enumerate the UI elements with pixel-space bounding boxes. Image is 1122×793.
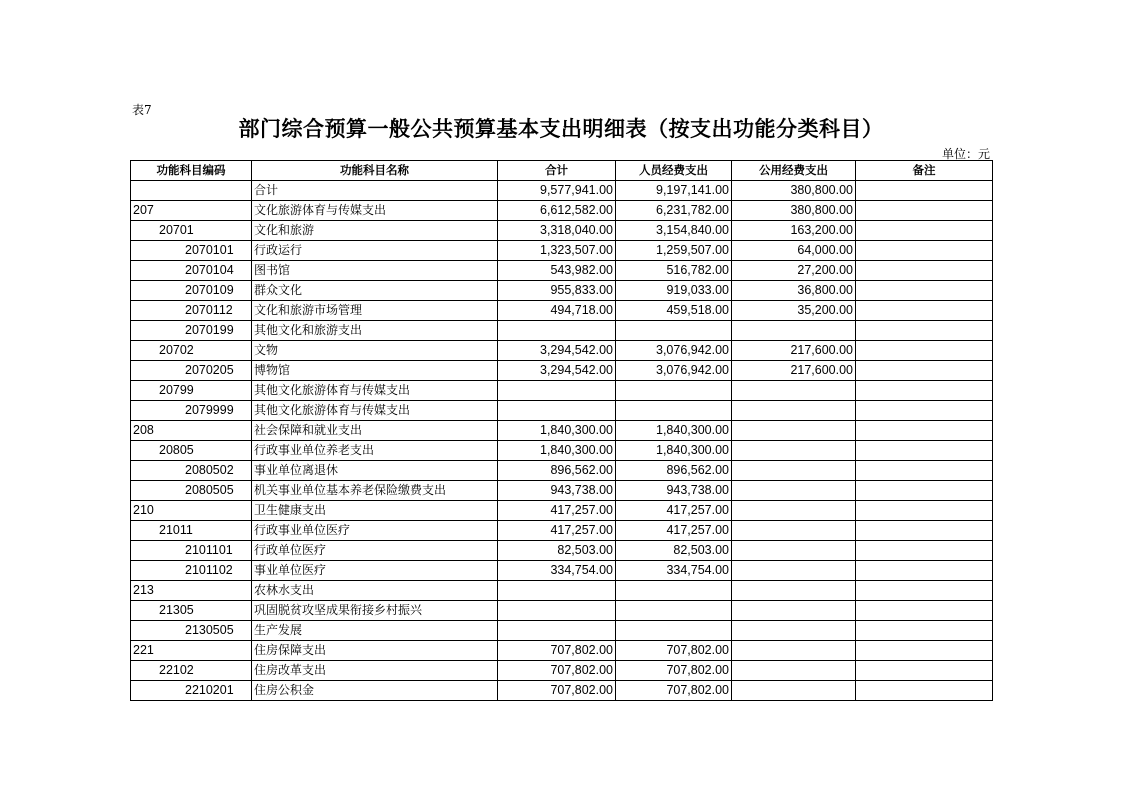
personnel-expense-cell: 417,257.00: [616, 521, 732, 541]
column-header: 备注: [856, 161, 993, 181]
table-header-row: [131, 161, 993, 181]
function-code-cell: 2079999: [131, 401, 252, 421]
table-row: [131, 381, 993, 401]
function-name-cell: 行政运行: [252, 241, 498, 261]
function-code-cell: 2080505: [131, 481, 252, 501]
function-code-cell: 2070104: [131, 261, 252, 281]
note-cell: [856, 441, 993, 461]
note-cell: [856, 201, 993, 221]
function-code-cell: 2130505: [131, 621, 252, 641]
personnel-expense-cell: [616, 581, 732, 601]
note-cell: [856, 661, 993, 681]
table-row: [131, 561, 993, 581]
function-name-cell: 住房改革支出: [252, 661, 498, 681]
public-expense-cell: [732, 681, 856, 701]
personnel-expense-cell: 417,257.00: [616, 501, 732, 521]
public-expense-cell: [732, 641, 856, 661]
budget-table: [130, 160, 993, 701]
total-cell: 334,754.00: [498, 561, 616, 581]
personnel-expense-cell: 334,754.00: [616, 561, 732, 581]
personnel-expense-cell: 1,840,300.00: [616, 441, 732, 461]
note-cell: [856, 261, 993, 281]
public-expense-cell: [732, 541, 856, 561]
function-name-cell: 机关事业单位基本养老保险缴费支出: [252, 481, 498, 501]
function-name-cell: 事业单位医疗: [252, 561, 498, 581]
note-cell: [856, 341, 993, 361]
personnel-expense-cell: [616, 321, 732, 341]
table-row: [131, 481, 993, 501]
note-cell: [856, 581, 993, 601]
function-code-cell: 22102: [131, 661, 252, 681]
note-cell: [856, 501, 993, 521]
note-cell: [856, 401, 993, 421]
table-row: [131, 521, 993, 541]
table-row: [131, 601, 993, 621]
note-cell: [856, 601, 993, 621]
function-code-cell: 20701: [131, 221, 252, 241]
personnel-expense-cell: 516,782.00: [616, 261, 732, 281]
note-cell: [856, 461, 993, 481]
total-cell: [498, 621, 616, 641]
function-name-cell: 卫生健康支出: [252, 501, 498, 521]
function-code-cell: 2070109: [131, 281, 252, 301]
function-code-cell: 21305: [131, 601, 252, 621]
page-title: 部门综合预算一般公共预算基本支出明细表（按支出功能分类科目）: [238, 116, 884, 141]
public-expense-cell: 380,800.00: [732, 201, 856, 221]
column-header: 合计: [498, 161, 616, 181]
table-row: [131, 541, 993, 561]
note-cell: [856, 381, 993, 401]
total-cell: 707,802.00: [498, 661, 616, 681]
function-name-cell: 文化旅游体育与传媒支出: [252, 201, 498, 221]
note-cell: [856, 301, 993, 321]
public-expense-cell: [732, 421, 856, 441]
function-name-cell: 合计: [252, 181, 498, 201]
note-cell: [856, 421, 993, 441]
function-code-cell: 213: [131, 581, 252, 601]
public-expense-cell: [732, 501, 856, 521]
note-cell: [856, 561, 993, 581]
function-name-cell: 其他文化旅游体育与传媒支出: [252, 401, 498, 421]
public-expense-cell: [732, 521, 856, 541]
public-expense-cell: 35,200.00: [732, 301, 856, 321]
function-code-cell: 210: [131, 501, 252, 521]
personnel-expense-cell: [616, 381, 732, 401]
personnel-expense-cell: 3,154,840.00: [616, 221, 732, 241]
personnel-expense-cell: 896,562.00: [616, 461, 732, 481]
total-cell: 9,577,941.00: [498, 181, 616, 201]
table-row: [131, 241, 993, 261]
personnel-expense-cell: 459,518.00: [616, 301, 732, 321]
total-cell: 494,718.00: [498, 301, 616, 321]
function-name-cell: 社会保障和就业支出: [252, 421, 498, 441]
note-cell: [856, 521, 993, 541]
public-expense-cell: [732, 561, 856, 581]
table-row: [131, 441, 993, 461]
total-cell: [498, 381, 616, 401]
table-row: [131, 261, 993, 281]
public-expense-cell: 217,600.00: [732, 361, 856, 381]
public-expense-cell: [732, 661, 856, 681]
total-cell: [498, 321, 616, 341]
column-header: 公用经费支出: [732, 161, 856, 181]
function-code-cell: 2101101: [131, 541, 252, 561]
note-cell: [856, 641, 993, 661]
total-cell: 1,840,300.00: [498, 441, 616, 461]
personnel-expense-cell: [616, 401, 732, 421]
total-cell: 943,738.00: [498, 481, 616, 501]
personnel-expense-cell: [616, 621, 732, 641]
function-code-cell: 20702: [131, 341, 252, 361]
personnel-expense-cell: 1,259,507.00: [616, 241, 732, 261]
note-cell: [856, 481, 993, 501]
function-code-cell: 2070101: [131, 241, 252, 261]
personnel-expense-cell: 1,840,300.00: [616, 421, 732, 441]
total-cell: 707,802.00: [498, 681, 616, 701]
public-expense-cell: [732, 401, 856, 421]
function-name-cell: 文化和旅游: [252, 221, 498, 241]
table-row: [131, 581, 993, 601]
column-header: 功能科目编码: [131, 161, 252, 181]
personnel-expense-cell: 3,076,942.00: [616, 341, 732, 361]
personnel-expense-cell: 707,802.00: [616, 641, 732, 661]
note-cell: [856, 281, 993, 301]
function-code-cell: 2070205: [131, 361, 252, 381]
table-row: [131, 421, 993, 441]
public-expense-cell: 64,000.00: [732, 241, 856, 261]
public-expense-cell: [732, 321, 856, 341]
function-name-cell: 其他文化旅游体育与传媒支出: [252, 381, 498, 401]
note-cell: [856, 241, 993, 261]
total-cell: 707,802.00: [498, 641, 616, 661]
personnel-expense-cell: 707,802.00: [616, 681, 732, 701]
function-code-cell: [131, 181, 252, 201]
function-name-cell: 农林水支出: [252, 581, 498, 601]
note-cell: [856, 181, 993, 201]
note-cell: [856, 321, 993, 341]
table-row: [131, 221, 993, 241]
public-expense-cell: 27,200.00: [732, 261, 856, 281]
function-name-cell: 其他文化和旅游支出: [252, 321, 498, 341]
function-name-cell: 住房公积金: [252, 681, 498, 701]
note-cell: [856, 541, 993, 561]
personnel-expense-cell: 707,802.00: [616, 661, 732, 681]
function-code-cell: 20805: [131, 441, 252, 461]
table-row: [131, 661, 993, 681]
total-cell: 896,562.00: [498, 461, 616, 481]
public-expense-cell: 217,600.00: [732, 341, 856, 361]
table-row: [131, 401, 993, 421]
public-expense-cell: 163,200.00: [732, 221, 856, 241]
public-expense-cell: [732, 601, 856, 621]
public-expense-cell: 380,800.00: [732, 181, 856, 201]
total-cell: 3,318,040.00: [498, 221, 616, 241]
personnel-expense-cell: 943,738.00: [616, 481, 732, 501]
total-cell: 955,833.00: [498, 281, 616, 301]
total-cell: [498, 601, 616, 621]
table-row: [131, 361, 993, 381]
function-name-cell: 住房保障支出: [252, 641, 498, 661]
table-row: [131, 301, 993, 321]
note-cell: [856, 621, 993, 641]
note-cell: [856, 221, 993, 241]
personnel-expense-cell: 82,503.00: [616, 541, 732, 561]
public-expense-cell: [732, 621, 856, 641]
function-name-cell: 事业单位离退休: [252, 461, 498, 481]
total-cell: [498, 581, 616, 601]
function-code-cell: 20799: [131, 381, 252, 401]
personnel-expense-cell: 9,197,141.00: [616, 181, 732, 201]
total-cell: 6,612,582.00: [498, 201, 616, 221]
public-expense-cell: [732, 381, 856, 401]
function-name-cell: 巩固脱贫攻坚成果衔接乡村振兴: [252, 601, 498, 621]
table-row: [131, 641, 993, 661]
function-name-cell: 行政事业单位医疗: [252, 521, 498, 541]
public-expense-cell: [732, 481, 856, 501]
function-name-cell: 生产发展: [252, 621, 498, 641]
function-name-cell: 图书馆: [252, 261, 498, 281]
function-name-cell: 博物馆: [252, 361, 498, 381]
table-row: [131, 281, 993, 301]
function-code-cell: 21011: [131, 521, 252, 541]
table-body: [131, 181, 993, 701]
total-cell: [498, 401, 616, 421]
function-code-cell: 2070112: [131, 301, 252, 321]
total-cell: 3,294,542.00: [498, 341, 616, 361]
function-code-cell: 207: [131, 201, 252, 221]
public-expense-cell: 36,800.00: [732, 281, 856, 301]
total-cell: 1,840,300.00: [498, 421, 616, 441]
personnel-expense-cell: [616, 601, 732, 621]
note-cell: [856, 681, 993, 701]
table-row: [131, 321, 993, 341]
total-cell: 417,257.00: [498, 501, 616, 521]
table-row: [131, 461, 993, 481]
function-name-cell: 行政单位医疗: [252, 541, 498, 561]
table-row: [131, 181, 993, 201]
public-expense-cell: [732, 581, 856, 601]
total-cell: 543,982.00: [498, 261, 616, 281]
table-row: [131, 201, 993, 221]
public-expense-cell: [732, 461, 856, 481]
function-code-cell: 2070199: [131, 321, 252, 341]
table-number: 表7: [132, 103, 152, 117]
unit-label: 单位：元: [941, 147, 990, 161]
public-expense-cell: [732, 441, 856, 461]
function-name-cell: 群众文化: [252, 281, 498, 301]
total-cell: 82,503.00: [498, 541, 616, 561]
table-row: [131, 681, 993, 701]
total-cell: 1,323,507.00: [498, 241, 616, 261]
table-row: [131, 501, 993, 521]
total-cell: 417,257.00: [498, 521, 616, 541]
function-code-cell: 221: [131, 641, 252, 661]
function-name-cell: 文化和旅游市场管理: [252, 301, 498, 321]
column-header: 人员经费支出: [616, 161, 732, 181]
personnel-expense-cell: 6,231,782.00: [616, 201, 732, 221]
total-cell: 3,294,542.00: [498, 361, 616, 381]
function-code-cell: 2210201: [131, 681, 252, 701]
table-row: [131, 621, 993, 641]
personnel-expense-cell: 919,033.00: [616, 281, 732, 301]
function-code-cell: 2101102: [131, 561, 252, 581]
function-name-cell: 文物: [252, 341, 498, 361]
function-code-cell: 208: [131, 421, 252, 441]
note-cell: [856, 361, 993, 381]
function-code-cell: 2080502: [131, 461, 252, 481]
table-row: [131, 341, 993, 361]
personnel-expense-cell: 3,076,942.00: [616, 361, 732, 381]
function-name-cell: 行政事业单位养老支出: [252, 441, 498, 461]
column-header: 功能科目名称: [252, 161, 498, 181]
